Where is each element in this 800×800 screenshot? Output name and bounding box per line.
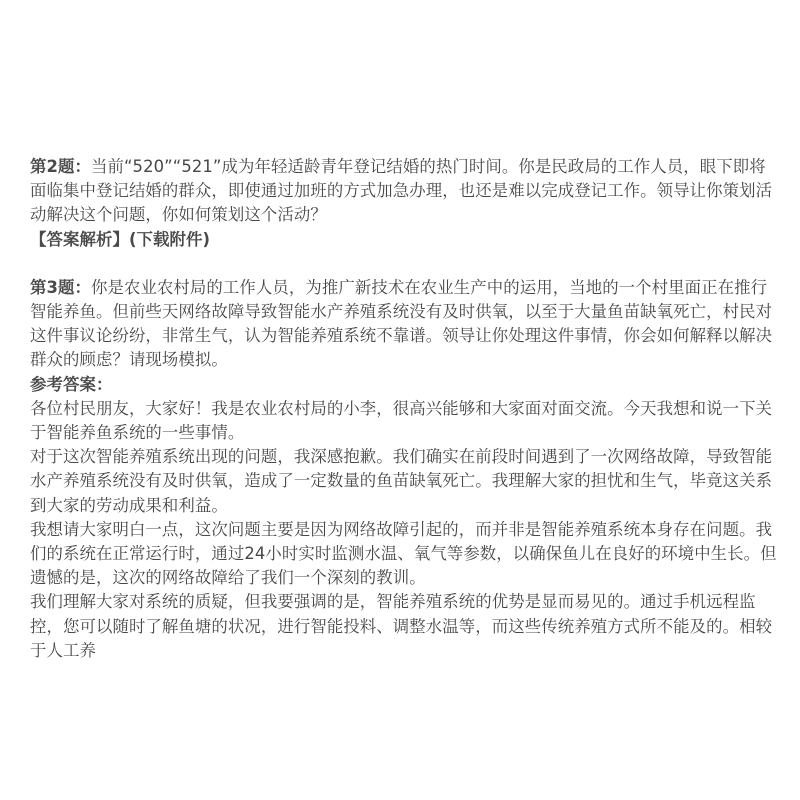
answer-paragraph-1: 各位村民朋友，大家好！我是农业农村局的小李，很高兴能够和大家面对面交流。今天我想和说一下关于智能养鱼系统的一些事情。 bbox=[30, 398, 773, 443]
question-3 bbox=[30, 276, 778, 373]
question-2-text: 当前“520”“521”成为年轻适龄青年登记结婚的热门时间。你是民政局的工作人员，眼下即将面临集中登记结婚的群众，即使通过加班的方式加急办理，也还是难以完成登记工作。领导让你策划活动解决这个问题，你如何策划这个活动？ bbox=[30, 157, 773, 225]
paragraph-spacer bbox=[30, 252, 778, 276]
answer-paragraph-2: 对于这次智能养殖系统出现的问题，我深感抱歉。我们确实在前段时间遇到了一次网络故障，导致智能水产养殖系统没有及时供氧，造成了一定数量的鱼苗缺氧死亡。我理解大家的担忧和生气，毕竟这关系到大家的劳动成果和利益。 bbox=[30, 447, 773, 515]
question-2-label: 第2题： bbox=[30, 157, 91, 176]
answer-download-link[interactable]: 【答案解析】(下载附件) bbox=[30, 229, 211, 249]
article-body bbox=[30, 155, 778, 663]
question-2 bbox=[30, 155, 778, 228]
answer-paragraph-4: 我们理解大家对系统的质疑，但我要强调的是，智能养殖系统的优势是显而易见的。通过手机远程监控，您可以随时了解鱼塘的状况，进行智能投料、调整水温等，而这些传统养殖方式所不能及的。相较于人工养 bbox=[30, 592, 773, 660]
question-3-label: 第3题： bbox=[30, 277, 91, 297]
question-3-text: 你是农业农村局的工作人员，为推广新技术在农业生产中的运用，当地的一个村里面正在推行智能养鱼。但前些天网络故障导致智能水产养殖系统没有及时供氧，以至于大量鱼苗缺氧死亡，村民对这件事议论纷纷，非常生气，认为智能养殖系统不靠谱。领导让你处理这件事情，你会如何解释以解决群众的顾虑？请现场模拟。 bbox=[30, 277, 773, 370]
reference-answer-heading: 参考答案： bbox=[30, 374, 113, 394]
answer-paragraph-3: 我想请大家明白一点，这次问题主要是因为网络故障引起的，而并非是智能养殖系统本身存在问题。我们的系统在正常运行时，通过24小时实时监测水温、氧气等参数，以确保鱼儿在良好的环境中生长。但遗憾的是，这次的网络故障给了我们一个深刻的教训。 bbox=[30, 519, 777, 588]
